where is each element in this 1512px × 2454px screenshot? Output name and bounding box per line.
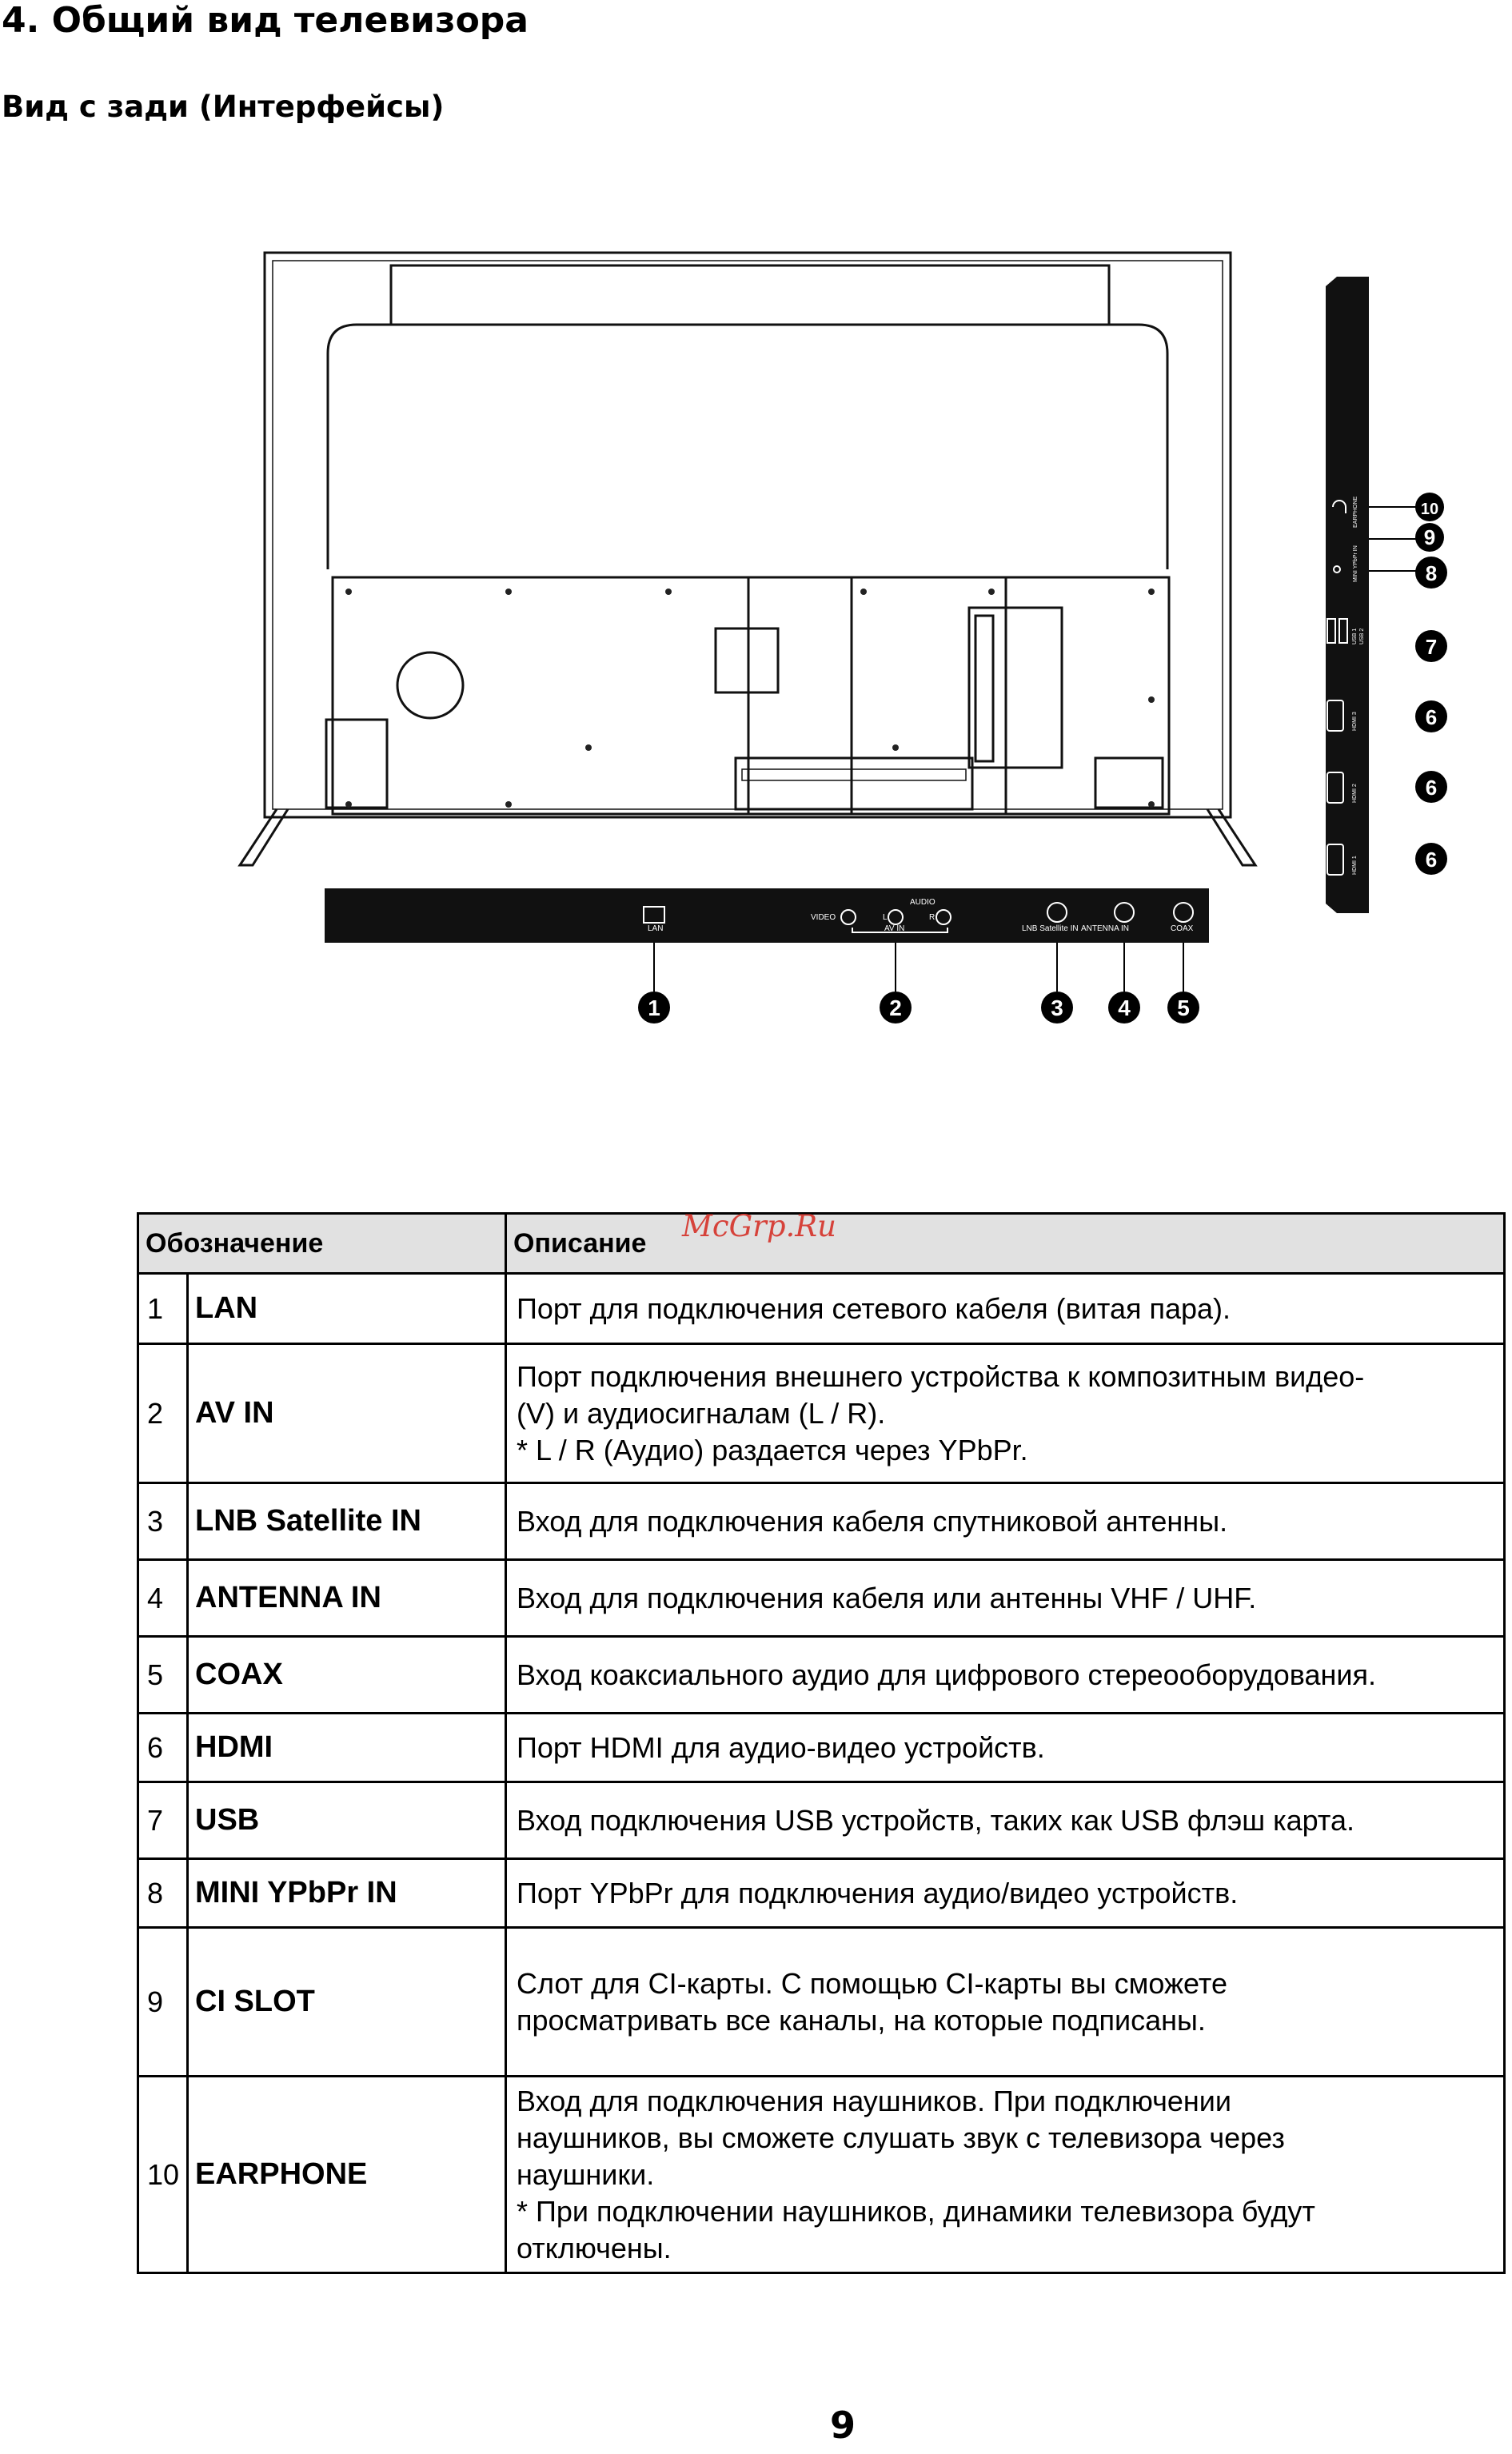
label-coax: COAX: [1171, 924, 1194, 933]
label-earphone: EARPHONE: [1353, 496, 1358, 528]
desc-line: * При подключении наушников, динамики телевизора будут: [517, 2194, 1315, 2228]
callout-6b: [1415, 771, 1447, 803]
callout-3: [1041, 992, 1073, 1023]
label-audio-right: R: [929, 913, 936, 922]
row-number: 2: [138, 1344, 188, 1483]
table-row: [138, 1859, 1505, 1928]
row-description: [506, 1637, 1505, 1714]
callout-9-label: 9: [1423, 525, 1436, 549]
row-number: 4: [138, 1560, 188, 1637]
row-description: [506, 1560, 1505, 1637]
row-number: 5: [138, 1637, 188, 1714]
row-name: USB: [188, 1782, 506, 1859]
desc-line: Порт подключения внешнего устройства к композитным видео-: [517, 1359, 1365, 1393]
row-name: HDMI: [188, 1714, 506, 1782]
callout-2-label: 2: [889, 996, 902, 1020]
callout-10-label: 10: [1420, 501, 1439, 518]
desc-line: Вход для подключения кабеля или антенны VHF / UHF.: [517, 1581, 1257, 1614]
callout-9: [1415, 523, 1444, 552]
page-number: 9: [830, 2404, 856, 2447]
row-description: [506, 1782, 1505, 1859]
page-heading: 4. Общий вид телевизора: [2, 0, 529, 41]
row-description: [506, 2077, 1505, 2273]
screw-holes: [345, 589, 1155, 808]
desc-line: наушников, вы сможете слушать звук с телевизора через: [517, 2121, 1285, 2154]
callout-5-label: 5: [1177, 996, 1190, 1020]
desc-line: Порт для подключения сетевого кабеля (витая пара).: [517, 1291, 1231, 1325]
row-name: EARPHONE: [188, 2077, 506, 2273]
side-connector-panel: [1322, 277, 1369, 913]
table-row: [138, 1928, 1505, 2077]
bottom-callouts: [638, 943, 1199, 1023]
label-usb2: USB 2: [1359, 628, 1365, 644]
desc-line: (V) и аудиосигналам (L / R).: [517, 1396, 886, 1430]
callout-6a-label: 6: [1425, 705, 1438, 729]
callout-4-label: 4: [1118, 996, 1131, 1020]
row-number: 6: [138, 1714, 188, 1782]
watermark: McGrp.Ru: [682, 1209, 836, 1243]
section-subheading: Вид с зади (Интерфейсы): [2, 90, 445, 124]
callout-7-label: 7: [1425, 635, 1438, 659]
label-ci-slot: CI SLOT: [1322, 529, 1327, 552]
row-name: CI SLOT: [188, 1928, 506, 2077]
callout-2: [880, 992, 912, 1023]
desc-line: отключены.: [517, 2231, 672, 2264]
desc-line: Вход подключения USB устройств, таких как USB флэш карта.: [517, 1803, 1354, 1837]
callout-6c-label: 6: [1425, 848, 1438, 872]
callout-8: [1415, 557, 1447, 589]
desc-line: Вход коаксиального аудио для цифрового стереооборудования.: [517, 1658, 1377, 1691]
side-callouts: [1369, 493, 1447, 875]
row-number: 7: [138, 1782, 188, 1859]
callout-6a: [1415, 700, 1447, 732]
header-description: Описание: [506, 1214, 1505, 1274]
label-audio: AUDIO: [910, 898, 936, 907]
table-row: [138, 2077, 1505, 2273]
callout-3-label: 3: [1051, 996, 1063, 1020]
row-number: 8: [138, 1859, 188, 1928]
row-number: 10: [138, 2077, 188, 2273]
label-lnb: LNB Satellite IN: [1022, 924, 1079, 933]
desc-line: Вход для подключения кабеля спутниковой антенны.: [517, 1504, 1228, 1538]
table-row: [138, 1560, 1505, 1637]
callout-7: [1415, 630, 1447, 662]
callout-10: [1415, 493, 1444, 521]
label-lan: LAN: [648, 924, 664, 933]
row-name: AV IN: [188, 1344, 506, 1483]
row-description: [506, 1714, 1505, 1782]
table-row: [138, 1782, 1505, 1859]
row-name: LNB Satellite IN: [188, 1483, 506, 1560]
desc-line: Слот для CI-карты. С помощью CI-карты вы сможете: [517, 1966, 1227, 2000]
row-number: 1: [138, 1274, 188, 1344]
label-hdmi3: HDMI 3: [1352, 712, 1358, 731]
label-hdmi2: HDMI 2: [1352, 784, 1358, 803]
callout-1-label: 1: [648, 996, 660, 1020]
row-number: 9: [138, 1928, 188, 2077]
label-video: VIDEO: [811, 913, 836, 922]
desc-line: просматривать все каналы, на которые подписаны.: [517, 2003, 1206, 2037]
callout-5: [1167, 992, 1199, 1023]
callout-6b-label: 6: [1425, 776, 1438, 800]
label-usb1: USB 1: [1352, 628, 1358, 644]
table-row: [138, 1637, 1505, 1714]
desc-line: Вход для подключения наушников. При подключении: [517, 2084, 1231, 2117]
bottom-connector-panel: [325, 888, 1209, 943]
row-description: [506, 1274, 1505, 1344]
row-number: 3: [138, 1483, 188, 1560]
tv-rear-diagram: [0, 0, 1512, 1103]
label-audio-left: L: [883, 913, 888, 922]
desc-line: Порт HDMI для аудио-видео устройств.: [517, 1730, 1045, 1764]
row-description: [506, 1928, 1505, 2077]
table-row: [138, 1483, 1505, 1560]
label-antenna: ANTENNA IN: [1081, 924, 1130, 933]
table-row: [138, 1344, 1505, 1483]
row-name: MINI YPbPr IN: [188, 1859, 506, 1928]
row-name: ANTENNA IN: [188, 1560, 506, 1637]
row-name: LAN: [188, 1274, 506, 1344]
row-description: [506, 1483, 1505, 1560]
callout-1: [638, 992, 670, 1023]
row-description: [506, 1344, 1505, 1483]
row-name: COAX: [188, 1637, 506, 1714]
header-designation: Обозначение: [138, 1214, 506, 1274]
label-hdmi1: HDMI 1: [1352, 856, 1358, 875]
row-description: [506, 1859, 1505, 1928]
desc-line: Порт YPbPr для подключения аудио/видео устройств.: [517, 1876, 1239, 1909]
table-row: [138, 1714, 1505, 1782]
desc-line: наушники.: [517, 2157, 655, 2191]
callout-4: [1108, 992, 1140, 1023]
label-av-in: AV IN: [884, 924, 905, 933]
callout-8-label: 8: [1425, 561, 1438, 585]
callout-6c: [1415, 843, 1447, 875]
tv-back-illustration: [240, 253, 1255, 865]
desc-line: * L / R (Аудио) раздается через YPbPr.: [517, 1433, 1028, 1466]
label-ypbpr: MINI YPbPr IN: [1353, 545, 1358, 582]
table-row: [138, 1274, 1505, 1344]
interfaces-table: [137, 1212, 1506, 2274]
